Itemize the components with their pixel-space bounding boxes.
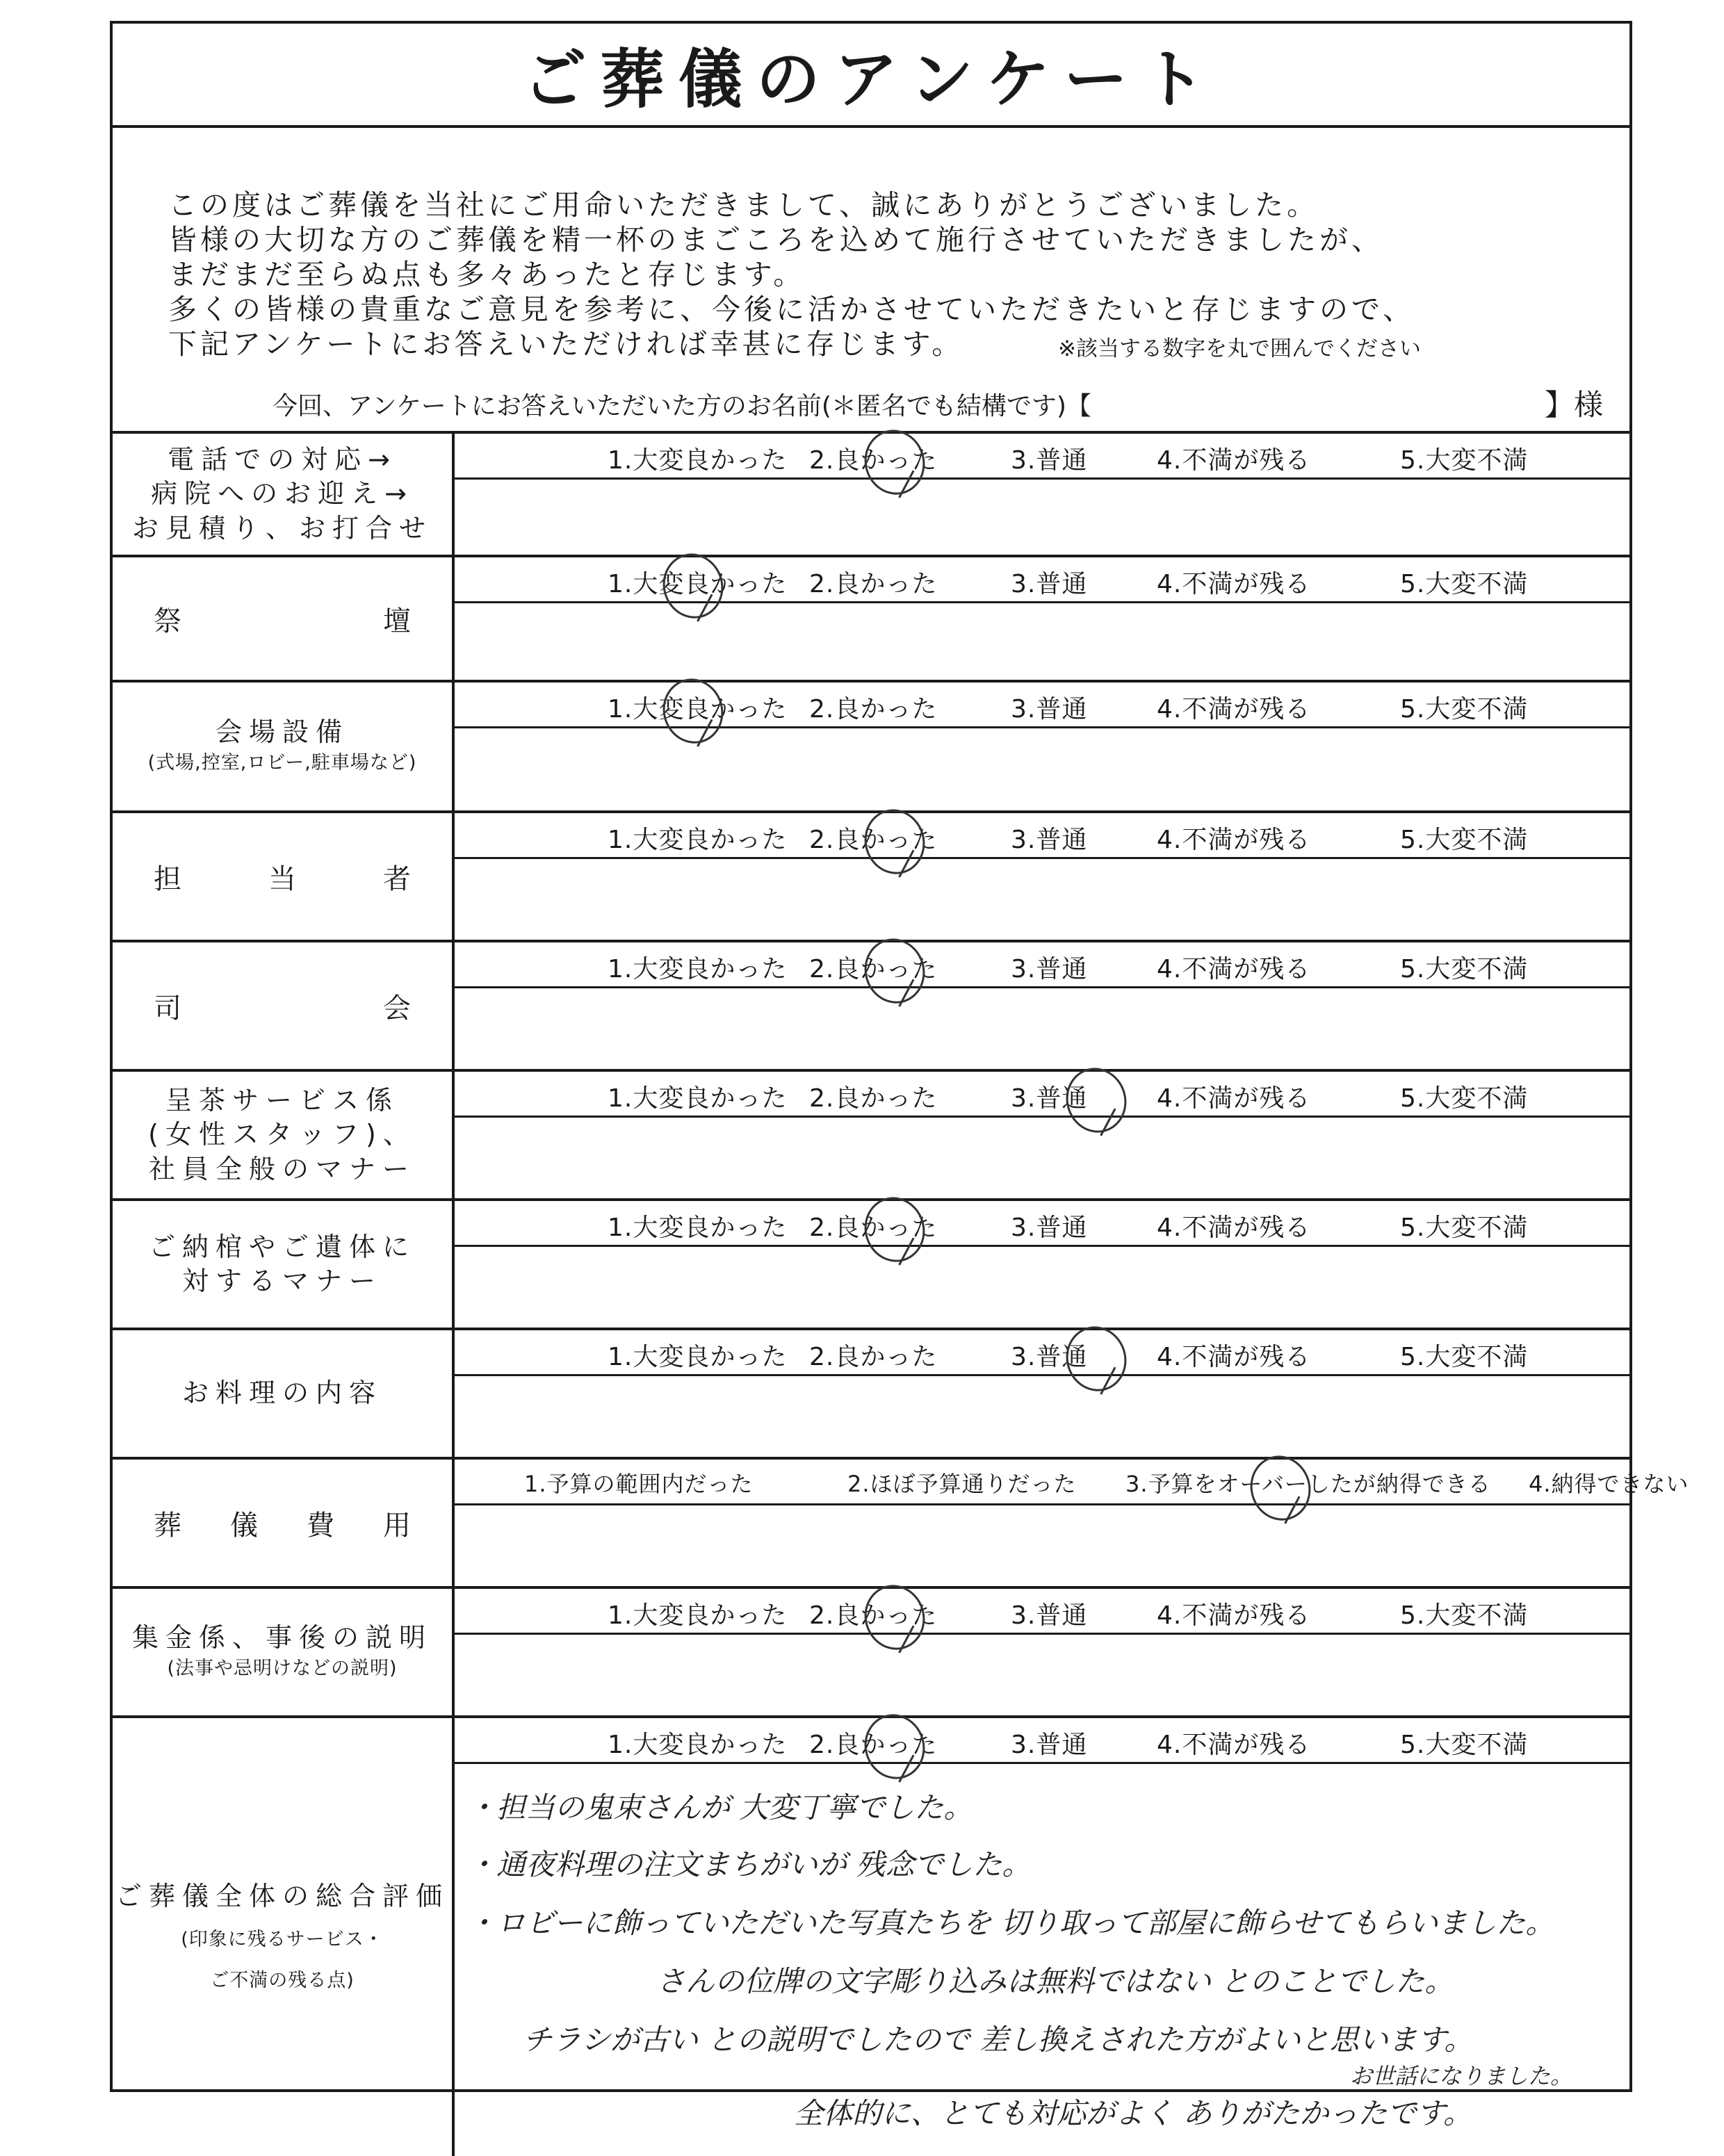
rating-option[interactable]: 3.普通 <box>1011 1084 1088 1113</box>
section-label-char: 担 <box>154 863 181 895</box>
section-label-spread <box>154 599 411 639</box>
rating-option[interactable]: 2.良かった <box>809 1731 938 1759</box>
rating-option[interactable]: 3.普通 <box>1011 1601 1088 1630</box>
rating-option[interactable]: 3.普通 <box>1011 695 1088 724</box>
selection-circle <box>856 1577 934 1658</box>
rating-option[interactable]: 2.良かった <box>809 955 938 983</box>
survey-section <box>113 683 1629 813</box>
section-label-line: お見積り、お打合せ <box>131 512 432 544</box>
survey-section <box>113 1072 1629 1201</box>
rating-option[interactable]: 1.大変良かった <box>608 1214 788 1242</box>
section-label <box>113 557 455 680</box>
intro-line-2: 皆様の大切な方のご葬儀を精一杯のまごころを込めて施行させていただきましたが、 <box>168 223 1383 256</box>
rating-option[interactable]: 1.大変良かった <box>608 1601 788 1630</box>
rating-option[interactable]: 1.大変良かった <box>608 446 788 475</box>
page-title: ご葬儀のアンケート <box>522 42 1220 117</box>
selection-circle <box>655 671 732 751</box>
rating-option[interactable]: 5.大変不満 <box>1400 695 1529 724</box>
name-prompt: 今回、アンケートにお答えいただいた方のお名前(＊匿名でも結構です)【 <box>273 392 1091 420</box>
section-label-line: 会場設備 <box>215 717 349 748</box>
rating-option[interactable]: 3.普通 <box>1011 1214 1088 1242</box>
section-label-char: 儀 <box>230 1509 258 1542</box>
rating-option[interactable]: 1.大変良かった <box>608 1343 788 1371</box>
section-label-sub: (印象に残るサービス・ <box>181 1929 384 1951</box>
section-label-char: 費 <box>307 1509 334 1542</box>
survey-section <box>113 434 1629 557</box>
rating-option[interactable]: 3.予算をオーバーしたが納得できる <box>1125 1471 1491 1497</box>
selection-circle <box>1058 1060 1135 1141</box>
rating-option[interactable]: 2.良かった <box>809 826 938 854</box>
rating-option[interactable]: 4.不満が残る <box>1157 1601 1311 1630</box>
handwritten-comment: さんの位牌の文字彫り込みは無料ではない とのことでした。 <box>627 1964 1454 1998</box>
section-label <box>113 683 455 810</box>
survey-section <box>113 1201 1629 1330</box>
section-label-spread <box>154 1503 411 1543</box>
section-label-line: お料理の内容 <box>181 1378 382 1409</box>
section-label-line: ご葬儀全体の総合評価 <box>115 1880 449 1911</box>
rating-option[interactable]: 3.普通 <box>1011 955 1088 983</box>
section-label <box>113 1072 455 1198</box>
name-suffix[interactable]: 】様 <box>1545 388 1604 422</box>
rating-option[interactable]: 4.不満が残る <box>1157 955 1311 983</box>
section-label-spread <box>154 857 411 897</box>
options-row <box>455 1589 1629 1635</box>
rating-option[interactable]: 5.大変不満 <box>1400 570 1529 598</box>
intro-line-1: この度はご葬儀を当社にご用命いただきまして、誠にありがとうございました。 <box>168 188 1319 222</box>
rating-option[interactable]: 4.不満が残る <box>1157 1731 1311 1759</box>
title-box <box>113 24 1629 128</box>
rating-option[interactable]: 5.大変不満 <box>1400 955 1529 983</box>
options-row <box>455 813 1629 859</box>
rating-option[interactable]: 2.良かった <box>809 695 938 724</box>
rating-option[interactable]: 3.普通 <box>1011 1343 1088 1371</box>
section-label-char: 司 <box>154 992 181 1024</box>
rating-option[interactable]: 1.予算の範囲内だった <box>524 1471 754 1497</box>
rating-option[interactable]: 4.納得できない <box>1529 1471 1689 1497</box>
rating-option[interactable]: 4.不満が残る <box>1157 1343 1311 1371</box>
intro-line-4: 多くの皆様の貴重なご意見を参考に、今後に活かさせていただきたいと存じますので、 <box>168 293 1415 326</box>
section-label-line: 病院へのお迎え→ <box>151 478 414 509</box>
section-label-line: 電話での対応→ <box>168 443 397 475</box>
rating-option[interactable]: 1.大変良かった <box>608 826 788 854</box>
rating-option[interactable]: 4.不満が残る <box>1157 1084 1311 1113</box>
section-label-char: 葬 <box>154 1509 181 1542</box>
rating-option[interactable]: 2.良かった <box>809 1343 938 1371</box>
rating-option[interactable]: 5.大変不満 <box>1400 826 1529 854</box>
rating-option[interactable]: 1.大変良かった <box>608 1731 788 1759</box>
instruction-note: ※該当する数字を丸で囲んでください <box>1058 336 1421 361</box>
section-label-char: 祭 <box>154 605 181 637</box>
survey-form <box>110 21 1689 2130</box>
rating-option[interactable]: 5.大変不満 <box>1400 1731 1529 1759</box>
options-row <box>455 1072 1629 1118</box>
selection-circle <box>856 422 934 503</box>
rating-option[interactable]: 3.普通 <box>1011 1731 1088 1759</box>
handwritten-comment: ・通夜料理の注文まちがいが 残念でした。 <box>467 1847 1032 1881</box>
section-label-line: ご納棺やご遺体に <box>148 1231 416 1262</box>
selection-circle <box>655 546 732 626</box>
survey-section <box>113 1589 1629 1718</box>
section-label-spread <box>154 986 411 1026</box>
section-label-sub: (法事や忌明けなどの説明) <box>167 1658 398 1680</box>
intro-line-3: まだまだ至らぬ点も多々あったと存じます。 <box>168 258 806 291</box>
section-label-char: 用 <box>383 1509 411 1542</box>
section-label-line: 呈茶サービス係 <box>165 1084 399 1116</box>
rating-option[interactable]: 5.大変不満 <box>1400 1601 1529 1630</box>
handwritten-comment: ・担当の鬼束さんが 大変丁寧でした。 <box>467 1790 973 1824</box>
rating-option[interactable]: 4.不満が残る <box>1157 1214 1311 1242</box>
options-row <box>455 1201 1629 1247</box>
options-row <box>455 557 1629 603</box>
rating-option[interactable]: 2.良かった <box>809 570 938 598</box>
options-row <box>455 434 1629 480</box>
rating-option[interactable]: 2.良かった <box>809 1084 938 1113</box>
section-label <box>113 942 455 1069</box>
rating-option[interactable]: 1.大変良かった <box>608 955 788 983</box>
section-label <box>113 1589 455 1715</box>
rating-option[interactable]: 1.大変良かった <box>608 570 788 598</box>
section-label <box>113 434 455 555</box>
selection-circle <box>1242 1448 1319 1528</box>
survey-section <box>113 1330 1629 1460</box>
options-row <box>455 942 1629 988</box>
selection-circle <box>1058 1318 1135 1399</box>
intro-line-5: 下記アンケートにお答えいただければ幸甚に存じます。 <box>168 327 964 361</box>
section-label <box>113 1718 455 2156</box>
rating-option[interactable]: 2.良かった <box>809 446 938 475</box>
survey-section <box>113 942 1629 1072</box>
handwritten-comment: 全体的に、とても対応がよく ありがたかったです。 <box>794 2096 1472 2130</box>
section-label-char: 者 <box>383 863 411 895</box>
rating-option[interactable]: 1.大変良かった <box>608 695 788 724</box>
rating-option[interactable]: 4.不満が残る <box>1157 446 1311 475</box>
section-label-char: 壇 <box>383 605 411 637</box>
rating-option[interactable]: 2.良かった <box>809 1601 938 1630</box>
section-label-sub: ご不満の残る点) <box>210 1969 355 1991</box>
selection-circle <box>856 931 934 1011</box>
rating-option[interactable]: 2.良かった <box>809 1214 938 1242</box>
rating-option[interactable]: 5.大変不満 <box>1400 446 1529 475</box>
section-label-char: 当 <box>268 863 296 895</box>
options-row <box>455 1460 1689 1505</box>
section-label <box>113 1201 455 1328</box>
handwritten-comment: ・ロビーに飾っていただいた写真たちを 切り取って部屋に飾らせてもらいました。 <box>467 1906 1555 1940</box>
handwritten-comment: お世話になりました。 <box>1350 2063 1573 2089</box>
rating-option[interactable]: 4.不満が残る <box>1157 695 1311 724</box>
rating-option[interactable]: 1.大変良かった <box>608 1084 788 1113</box>
rating-option[interactable]: 5.大変不満 <box>1400 1084 1529 1113</box>
rating-option[interactable]: 5.大変不満 <box>1400 1214 1529 1242</box>
options-row <box>455 1718 1629 1764</box>
options-row <box>455 1330 1629 1376</box>
rating-option[interactable]: 4.不満が残る <box>1157 570 1311 598</box>
selection-circle <box>856 801 934 882</box>
selection-circle <box>856 1706 934 1787</box>
section-label-char: 会 <box>383 992 411 1024</box>
section-label-line: (女性スタッフ)、 <box>148 1119 416 1150</box>
selection-circle <box>856 1189 934 1270</box>
handwritten-comment: チラシが古い との説明でしたので 差し換えされた方がよいと思います。 <box>523 2023 1474 2057</box>
rating-option[interactable]: 3.普通 <box>1011 446 1088 475</box>
section-label <box>113 813 455 940</box>
survey-section <box>113 1718 1629 2156</box>
section-label-line: 集金係、事後の説明 <box>131 1622 432 1653</box>
options-row <box>455 683 1629 728</box>
survey-section <box>113 813 1629 942</box>
rating-option[interactable]: 4.不満が残る <box>1157 826 1311 854</box>
intro-block <box>113 128 1629 434</box>
section-label <box>113 1460 455 1586</box>
section-label-line: 対するマナー <box>181 1266 382 1296</box>
rating-option[interactable]: 2.ほぼ予算通りだった <box>847 1471 1077 1497</box>
section-label-sub: (式場,控室,ロビー,駐車場など) <box>147 752 417 774</box>
section-label-line: 社員全般のマナー <box>148 1153 416 1184</box>
section-label <box>113 1330 455 1457</box>
survey-section <box>113 557 1629 683</box>
survey-section <box>113 1460 1689 1589</box>
rating-option[interactable]: 3.普通 <box>1011 570 1088 598</box>
rating-option[interactable]: 3.普通 <box>1011 826 1088 854</box>
rating-option[interactable]: 5.大変不満 <box>1400 1343 1529 1371</box>
